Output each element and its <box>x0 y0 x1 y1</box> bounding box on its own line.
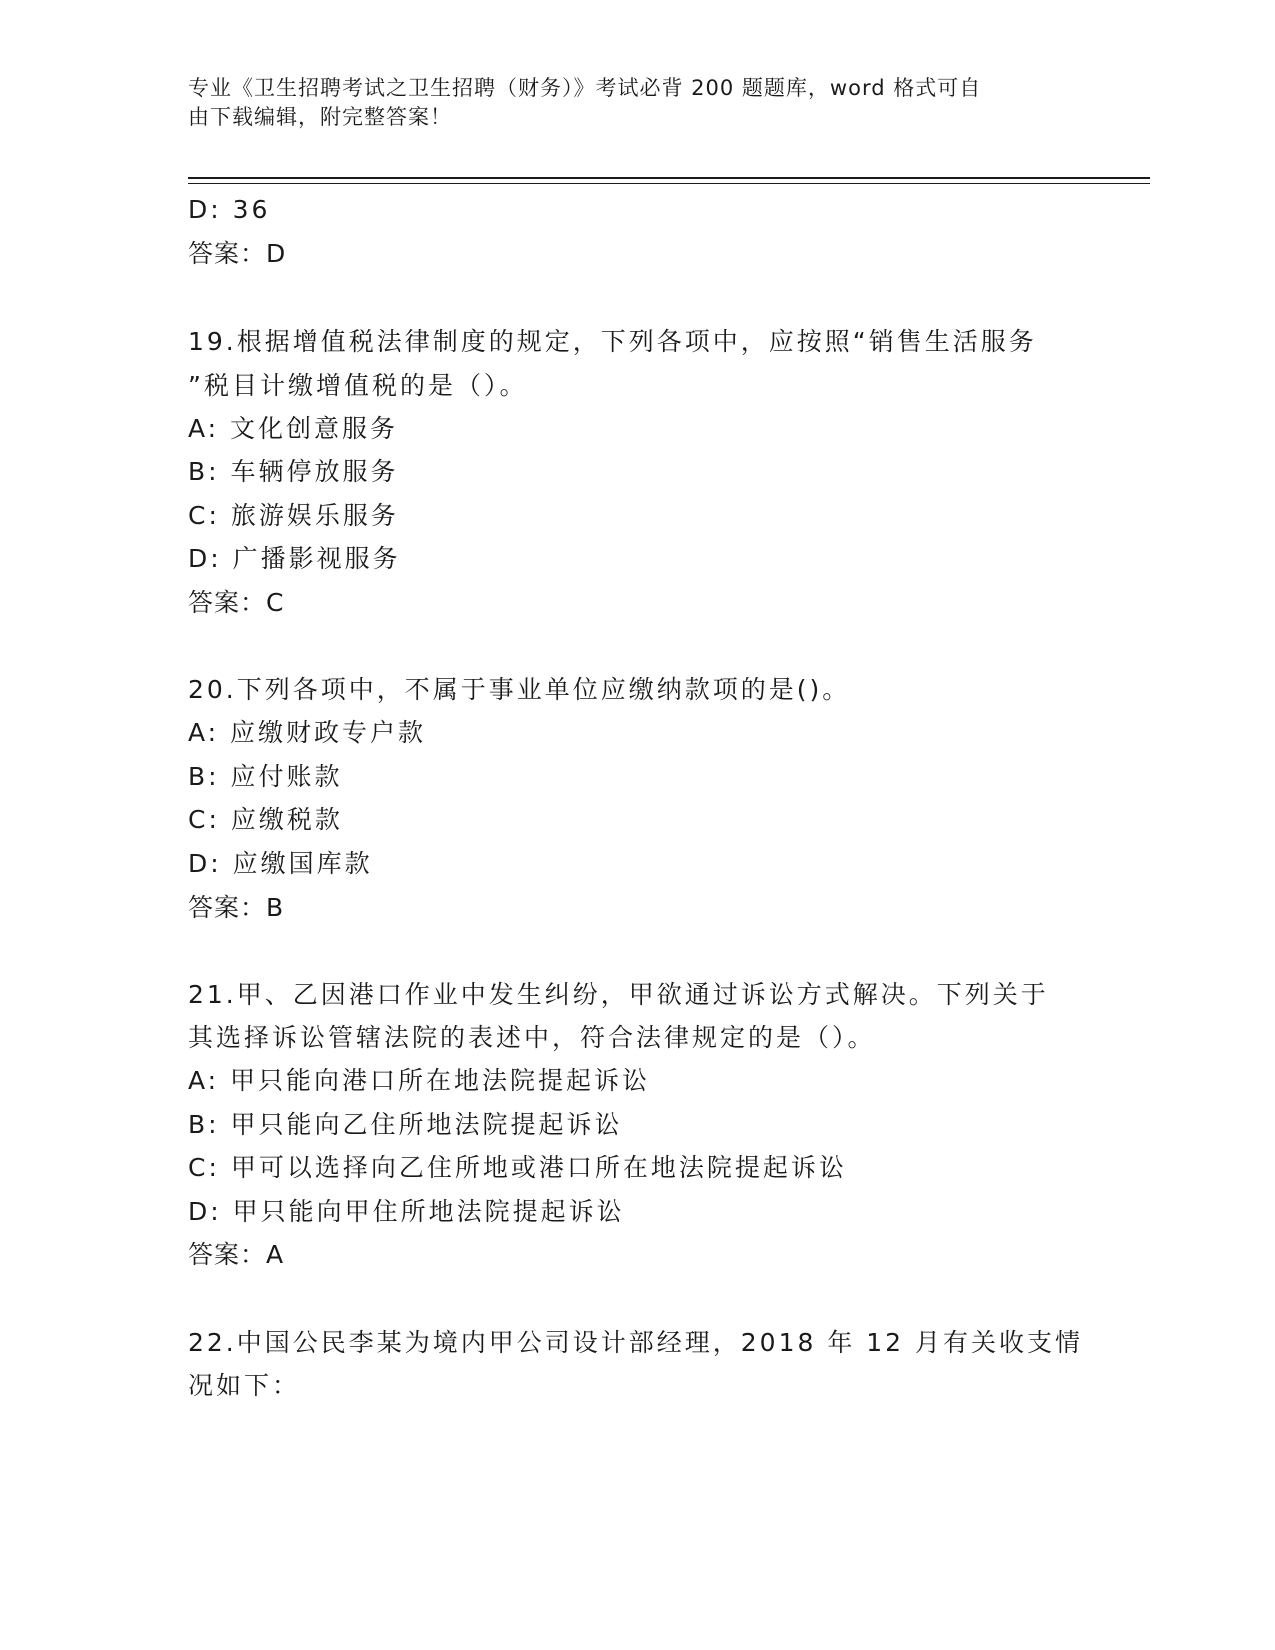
header-title-line-2: 由下载编辑，附完整答案！ <box>188 105 452 129</box>
header-divider-thick <box>188 177 1150 179</box>
q21-option-b: B: 甲只能向乙住所地法院提起诉讼 <box>188 1110 623 1139</box>
header-divider-thin <box>188 183 1150 184</box>
q21-stem-line-1: 21.甲、乙因港口作业中发生纠纷，甲欲通过诉讼方式解决。下列关于 <box>188 980 1049 1009</box>
q21-option-a: A: 甲只能向港口所在地法院提起诉讼 <box>188 1066 651 1095</box>
q19-option-c: C: 旅游娱乐服务 <box>188 501 399 530</box>
q20-stem-line-1: 20.下列各项中，不属于事业单位应缴纳款项的是()。 <box>188 675 851 704</box>
q22-stem-line-1: 22.中国公民李某为境内甲公司设计部经理，2018 年 12 月有关收支情 <box>188 1328 1084 1357</box>
q20-option-c: C: 应缴税款 <box>188 805 343 834</box>
q20-option-b: B: 应付账款 <box>188 762 343 791</box>
q21-option-c: C: 甲可以选择向乙住所地或港口所在地法院提起诉讼 <box>188 1153 847 1182</box>
q18-option-d: D: 36 <box>188 195 271 224</box>
q19-answer: 答案：C <box>188 588 285 617</box>
header-title-line-1: 专业《卫生招聘考试之卫生招聘（财务）》考试必背 200 题题库，word 格式可自 <box>188 76 982 100</box>
document-header <box>188 74 1068 132</box>
q21-answer: 答案：A <box>188 1240 285 1269</box>
q19-stem-line-2: ”税目计缴增值税的是（）。 <box>188 371 528 400</box>
q20-option-a: A: 应缴财政专户款 <box>188 718 427 747</box>
q19-stem-line-1: 19.根据增值税法律制度的规定，下列各项中，应按照“销售生活服务 <box>188 327 1037 356</box>
q19-option-d: D: 广播影视服务 <box>188 544 401 573</box>
q21-option-d: D: 甲只能向甲住所地法院提起诉讼 <box>188 1197 625 1226</box>
q21-stem-line-2: 其选择诉讼管辖法院的表述中，符合法律规定的是（）。 <box>188 1023 876 1052</box>
q18-answer: 答案：D <box>188 239 287 268</box>
q19-option-b: B: 车辆停放服务 <box>188 457 399 486</box>
q20-option-d: D: 应缴国库款 <box>188 849 373 878</box>
q22-stem-line-2: 况如下： <box>188 1371 301 1400</box>
q20-answer: 答案：B <box>188 893 285 922</box>
q19-option-a: A: 文化创意服务 <box>188 414 399 443</box>
